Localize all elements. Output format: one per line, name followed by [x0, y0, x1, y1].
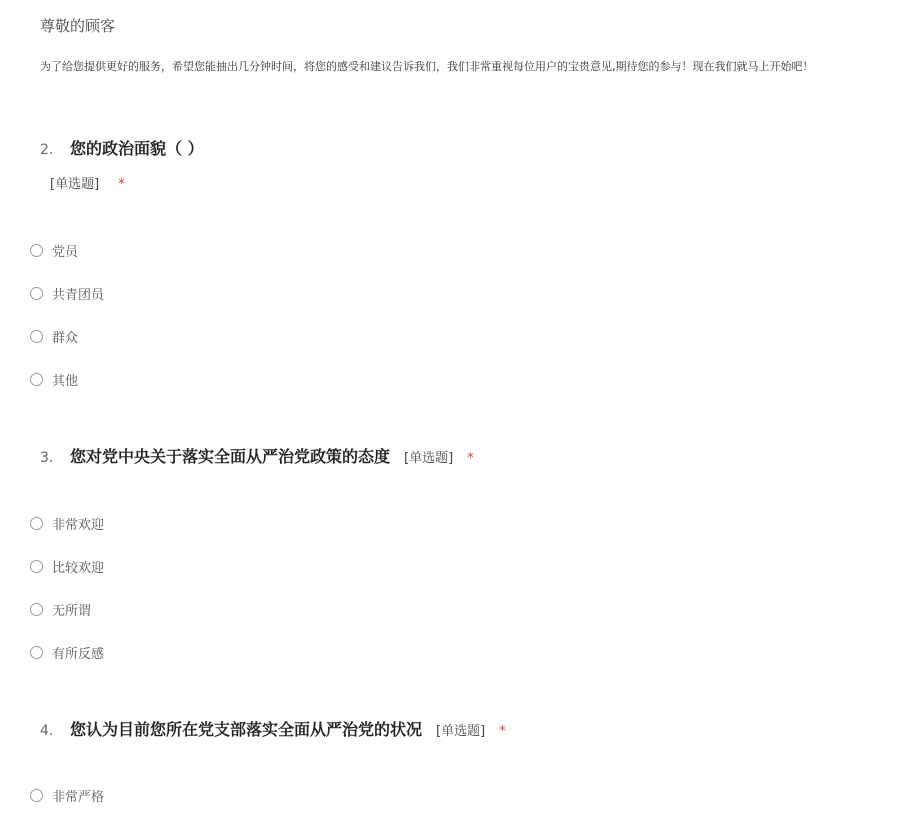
- option-other[interactable]: [30, 358, 104, 401]
- option-label: 比较欢迎: [52, 561, 105, 576]
- radio-icon[interactable]: [30, 517, 43, 530]
- question-3-text: 您对党中央关于落实全面从严治党政策的态度: [70, 447, 391, 466]
- question-3: [40, 444, 880, 467]
- option-very-welcome[interactable]: [30, 502, 104, 545]
- question-3-options: [30, 502, 104, 674]
- greeting-title: 尊敬的顾客: [40, 17, 116, 35]
- option-indifferent[interactable]: [30, 588, 104, 631]
- radio-icon[interactable]: [30, 287, 43, 300]
- question-3-type-badge: [单选题]: [404, 451, 454, 466]
- question-2-type-row: [50, 173, 880, 192]
- question-3-required-marker: *: [467, 451, 474, 466]
- radio-icon[interactable]: [30, 603, 43, 616]
- option-label: 群众: [52, 331, 79, 346]
- option-fairly-welcome[interactable]: [30, 545, 104, 588]
- question-2-title-row: [40, 136, 880, 159]
- question-4-title-row: [40, 717, 880, 740]
- question-2-type-badge: [单选题]: [50, 177, 100, 192]
- question-2-number: 2.: [40, 142, 54, 158]
- radio-icon[interactable]: [30, 789, 43, 802]
- question-2: [40, 136, 880, 192]
- radio-icon[interactable]: [30, 646, 43, 659]
- question-4-type-badge: [单选题]: [436, 724, 486, 739]
- question-3-title-row: [40, 444, 880, 467]
- option-label: 无所谓: [52, 604, 92, 619]
- question-2-required-marker: *: [118, 177, 125, 192]
- radio-icon[interactable]: [30, 560, 43, 573]
- option-label: 有所反感: [52, 647, 105, 662]
- intro-text: 为了给您提供更好的服务，希望您能抽出几分钟时间，将您的感受和建议告诉我们，我们非常重视每位用户的宝贵意见,期待您的参与！现在我们就马上开始吧！: [40, 60, 814, 73]
- question-4-required-marker: *: [499, 724, 506, 739]
- question-4-text: 您认为目前您所在党支部落实全面从严治党的状况: [70, 720, 423, 739]
- question-2-options: [30, 229, 104, 401]
- option-label: 其他: [52, 374, 79, 389]
- option-label: 党员: [52, 245, 79, 260]
- option-label: 共青团员: [52, 288, 105, 303]
- option-party-member[interactable]: [30, 229, 104, 272]
- radio-icon[interactable]: [30, 330, 43, 343]
- option-very-strict[interactable]: [30, 774, 104, 817]
- option-somewhat-averse[interactable]: [30, 631, 104, 674]
- question-4-number: 4.: [40, 723, 54, 739]
- option-masses[interactable]: [30, 315, 104, 358]
- question-4-options: [30, 774, 104, 817]
- radio-icon[interactable]: [30, 244, 43, 257]
- option-label: 非常欢迎: [52, 518, 105, 533]
- radio-icon[interactable]: [30, 373, 43, 386]
- question-4: [40, 717, 880, 740]
- question-3-number: 3.: [40, 450, 54, 466]
- question-2-text: 您的政治面貌（ ）: [70, 139, 204, 158]
- option-youth-league[interactable]: [30, 272, 104, 315]
- option-label: 非常严格: [52, 790, 105, 805]
